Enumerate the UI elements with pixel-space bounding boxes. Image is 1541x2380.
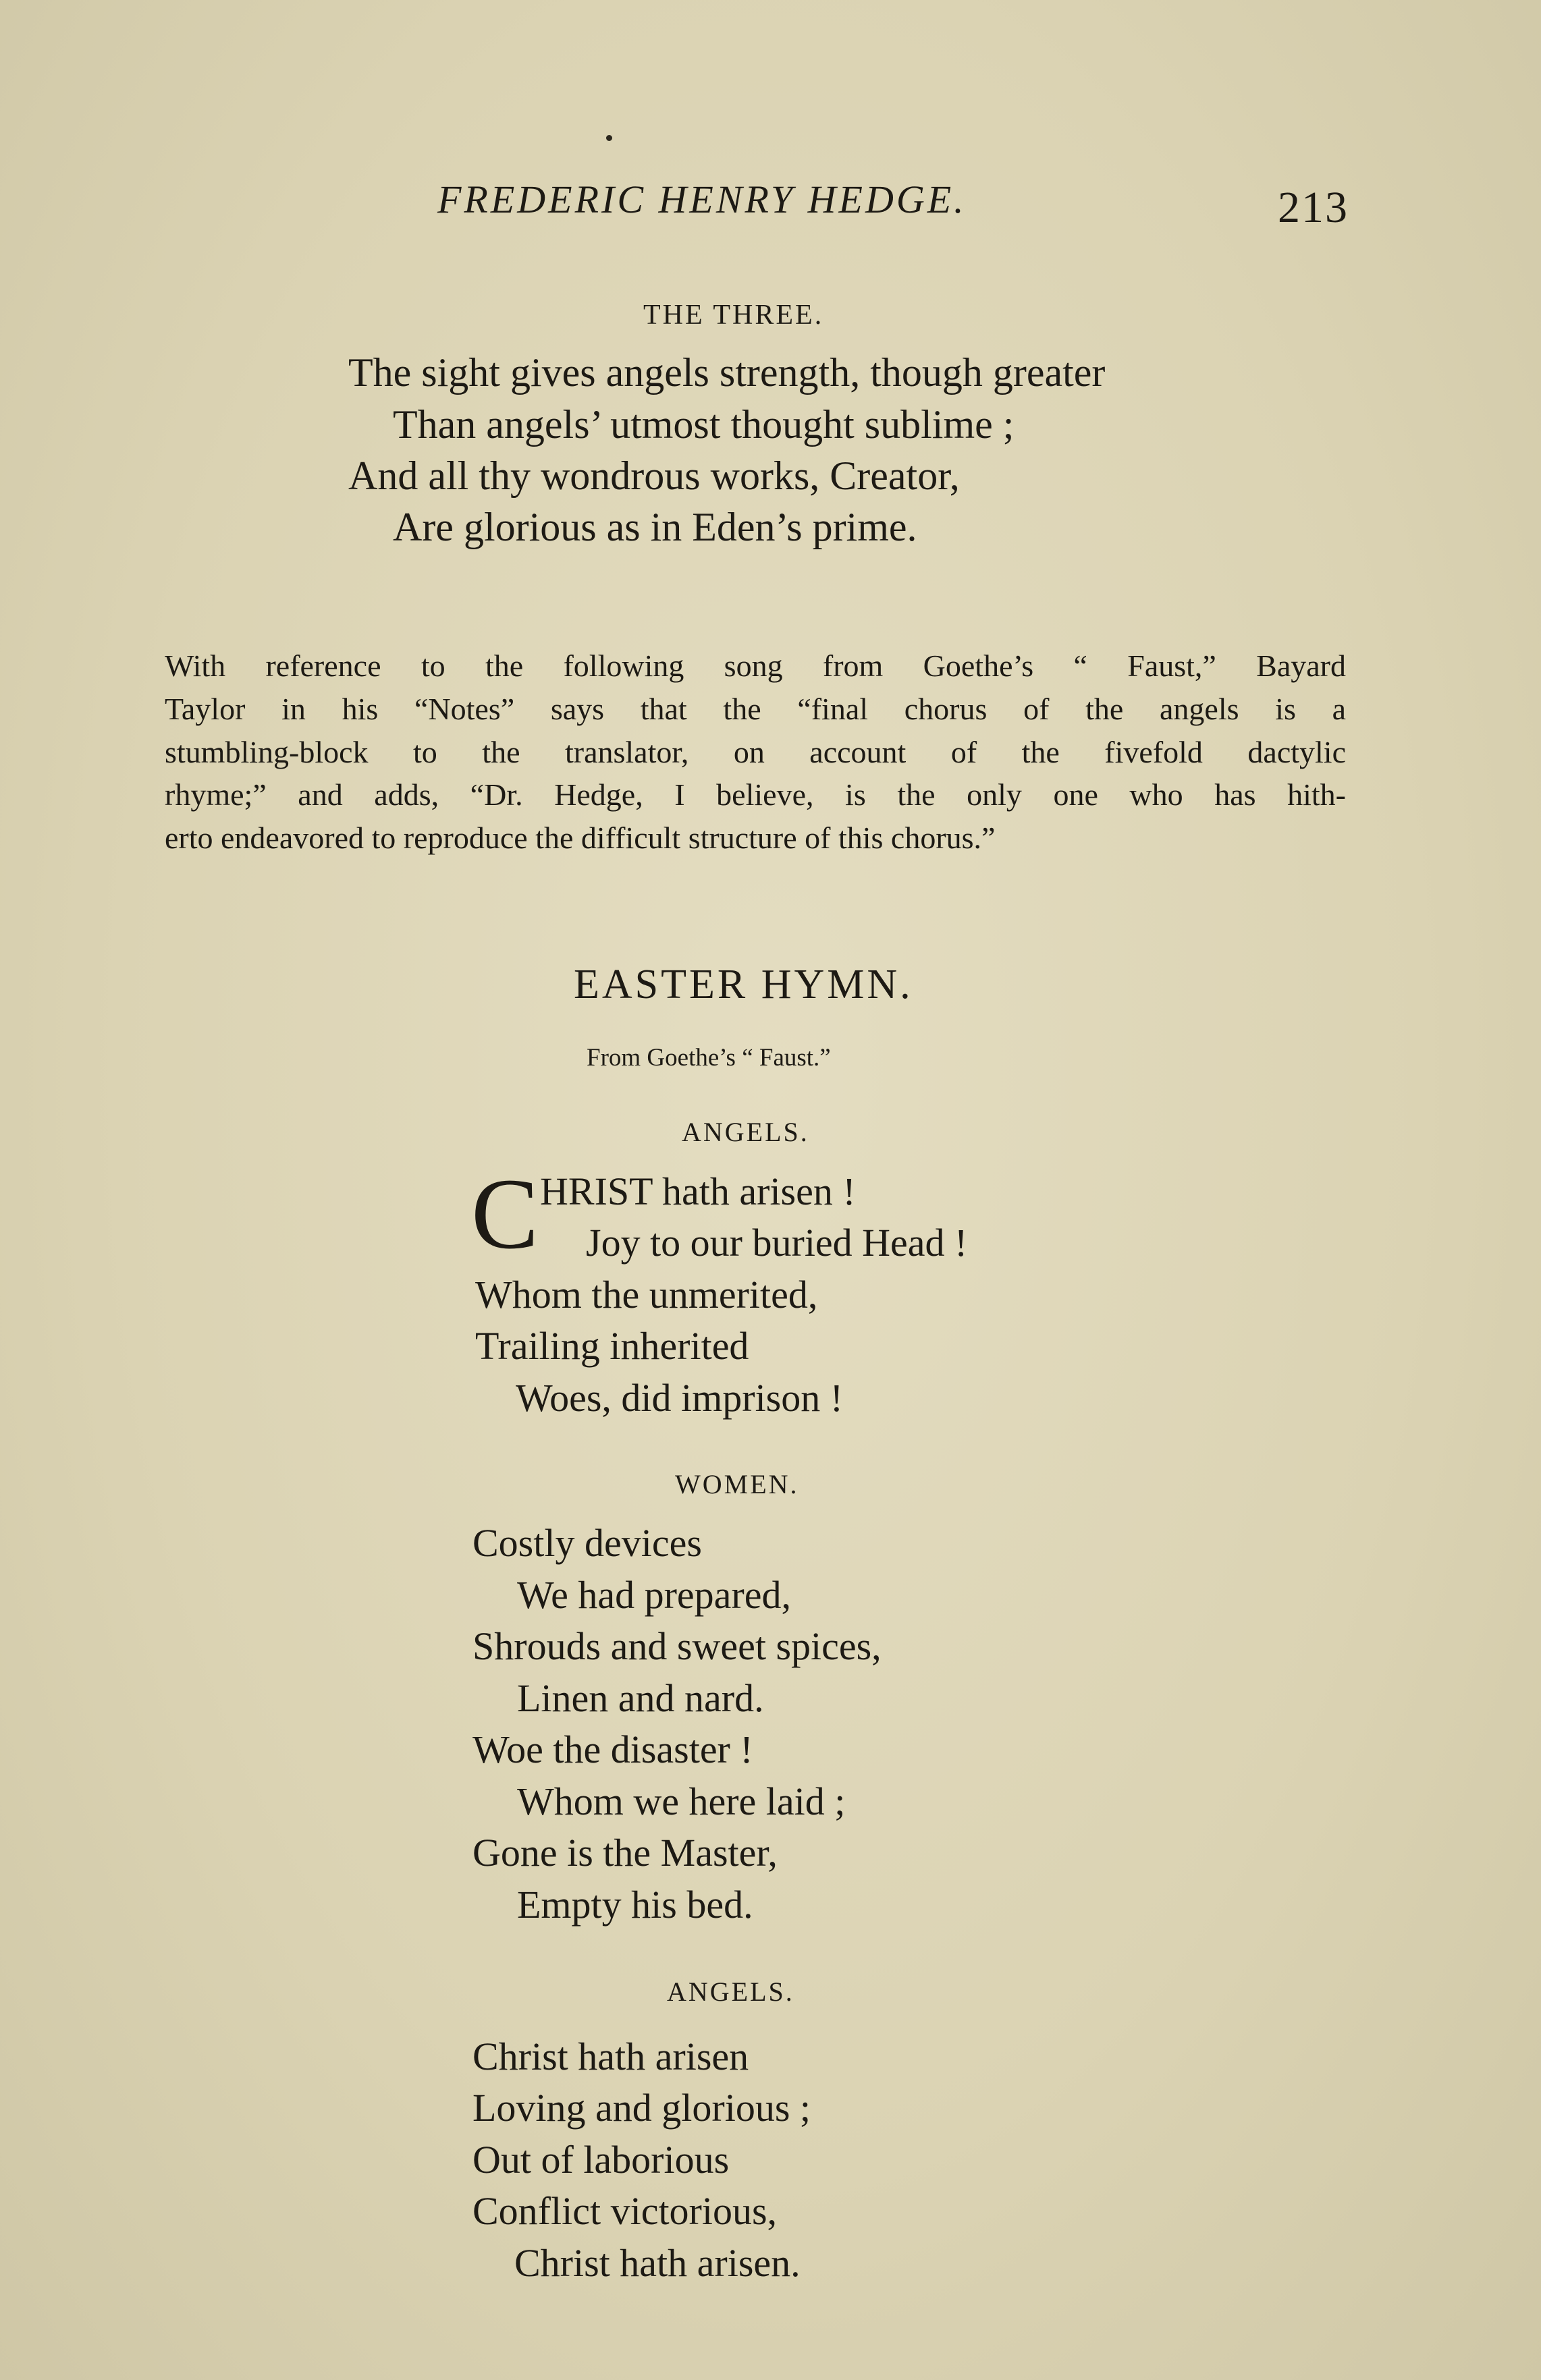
poem-line: And all thy wondrous works, Creator, bbox=[348, 453, 960, 498]
poem-line: Loving and glorious ; bbox=[472, 2086, 811, 2130]
poem-line: Woe the disaster ! bbox=[472, 1727, 753, 1771]
poem-line: Empty his bed. bbox=[517, 1883, 753, 1927]
poem-line: HRIST hath arisen ! bbox=[540, 1169, 856, 1213]
poem-line: Joy to our buried Head ! bbox=[586, 1221, 968, 1265]
note-line: With reference to the following song from Goethe’s “ Faust,” Bayard bbox=[165, 648, 1346, 683]
poem-line: Woes, did imprison ! bbox=[516, 1376, 844, 1420]
speaker-label-angels: ANGELS. bbox=[682, 1117, 809, 1147]
speaker-label-women: WOMEN. bbox=[675, 1469, 799, 1499]
note-line: rhyme;” and adds, “Dr. Hedge, I believe, is the only one who has hith- bbox=[165, 777, 1346, 812]
hymn-title: EASTER HYMN. bbox=[574, 962, 913, 1007]
poem-line: The sight gives angels strength, though greater bbox=[348, 350, 1106, 395]
poem-line: Conflict victorious, bbox=[472, 2189, 778, 2233]
note-line: erto endeavored to reproduce the difficult structure of this chorus.” bbox=[165, 821, 996, 855]
poem-line: Costly devices bbox=[472, 1521, 702, 1565]
poem-line: Than angels’ utmost thought sublime ; bbox=[393, 402, 1015, 447]
hymn-subtitle: From Goethe’s “ Faust.” bbox=[587, 1044, 831, 1072]
poem-line: Christ hath arisen bbox=[472, 2035, 749, 2078]
poem-line: Whom the unmerited, bbox=[475, 1273, 818, 1317]
poem-line: Are glorious as in Eden’s prime. bbox=[393, 505, 917, 549]
poem-line: Shrouds and sweet spices, bbox=[472, 1624, 882, 1668]
poem-title-the-three: THE THREE. bbox=[643, 300, 824, 331]
poem-line: Christ hath arisen. bbox=[514, 2241, 801, 2285]
poem-line: Trailing inherited bbox=[475, 1324, 749, 1368]
poem-line: Linen and nard. bbox=[517, 1676, 764, 1720]
drop-cap: C bbox=[471, 1158, 539, 1270]
poem-line: Gone is the Master, bbox=[472, 1831, 778, 1875]
note-line: Taylor in his “Notes” says that the “final chorus of the angels is a bbox=[165, 692, 1346, 726]
page-number: 213 bbox=[1278, 183, 1349, 232]
poem-line: Out of laborious bbox=[472, 2138, 730, 2182]
ink-dot bbox=[606, 135, 612, 141]
note-line: stumbling-block to the translator, on account of the fivefold dactylic bbox=[165, 735, 1346, 769]
poem-line: Whom we here laid ; bbox=[517, 1779, 846, 1823]
speaker-label-angels: ANGELS. bbox=[667, 1976, 794, 2007]
running-title: FREDERIC HENRY HEDGE. bbox=[437, 177, 967, 221]
poem-line: We had prepared, bbox=[517, 1573, 791, 1617]
